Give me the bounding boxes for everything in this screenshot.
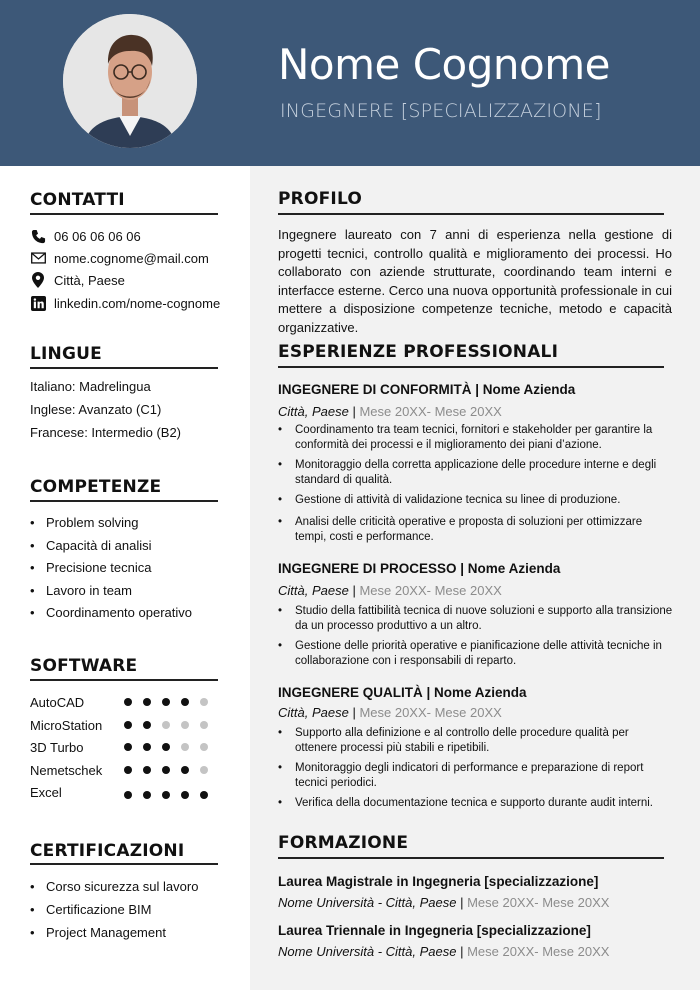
candidate-name: Nome Cognome — [278, 40, 610, 89]
profile-title: PROFILO — [278, 189, 363, 209]
job-separator: | — [348, 583, 360, 598]
job-meta — [278, 404, 502, 419]
education-dates: Mese 20XX- Mese 20XX — [467, 895, 610, 910]
certification-text: Project Management — [46, 925, 166, 940]
profile-text: Ingegnere laureato con 7 anni di esperienza nella gestione di progetti tecnici, controllo qualità e miglioramento dei processi. Ho collaborato con aziende strutturate, coordinando team interni e interfacce esterne. Cerco una nuova opportunità professionale in cui mettere a disposizione competenze tecniche, metodo e capacità organizzative. — [278, 227, 672, 335]
level-dot-filled — [181, 766, 189, 774]
certification-item: • Project Management — [30, 925, 166, 940]
job-place: Città, Paese — [278, 583, 349, 598]
job-bullet-text: Analisi delle criticità operative e proposta di soluzioni per ottimizzare tempi, costi e performance. — [295, 516, 643, 543]
job-dates: Mese 20XX- Mese 20XX — [359, 404, 502, 419]
level-dot-empty — [200, 721, 208, 729]
software-name: Nemetschek — [30, 763, 103, 778]
software-title: SOFTWARE — [30, 656, 138, 676]
contact-email-text: nome.cognome@mail.com — [54, 250, 209, 266]
software-name: Excel — [30, 785, 62, 800]
job-bullet-text: Verifica della documentazione tecnica e supporto durante audit interni. — [295, 797, 654, 809]
skill-item: • Lavoro in team — [30, 583, 132, 598]
job-bullet-text: Studio della fattibilità tecnica di nuove soluzioni e supporto alla transizione da un processo produttivo a un altro. — [295, 605, 673, 632]
contact-email — [30, 250, 209, 266]
level-dot-filled — [124, 721, 132, 729]
education-title-item: Laurea Magistrale in Ingegneria [specializzazione] — [278, 874, 599, 889]
certification-item: • Corso sicurezza sul lavoro — [30, 879, 199, 894]
level-dot-filled — [162, 698, 170, 706]
skill-text: Problem solving — [46, 515, 139, 530]
level-dot-filled — [124, 791, 132, 799]
level-dot-filled — [200, 791, 208, 799]
skill-text: Lavoro in team — [46, 583, 132, 598]
job-bullet: • Coordinamento tra team tecnici, fornitori e stakeholder per garantire la conformità dei processi e il miglioramento dei piani d’azione. — [278, 423, 674, 452]
level-dot-filled — [143, 698, 151, 706]
education-separator: | — [456, 944, 468, 959]
level-dot-empty — [181, 743, 189, 751]
level-dot-filled — [162, 743, 170, 751]
skill-text: Coordinamento operativo — [46, 605, 192, 620]
languages-divider — [30, 367, 218, 369]
software-level-dots — [124, 791, 208, 799]
software-row — [30, 695, 220, 710]
education-divider — [278, 857, 664, 859]
education-place: Nome Università - Città, Paese — [278, 895, 457, 910]
contact-location-text: Città, Paese — [54, 272, 125, 288]
language-item: Italiano: Madrelingua — [30, 379, 151, 394]
skill-text: Precisione tecnica — [46, 560, 152, 575]
profile-photo — [63, 14, 197, 148]
language-item: Francese: Intermedio (B2) — [30, 425, 182, 440]
job-place: Città, Paese — [278, 404, 349, 419]
software-level-dots — [124, 743, 208, 751]
level-dot-filled — [162, 791, 170, 799]
job-bullet: • Analisi delle criticità operative e proposta di soluzioni per ottimizzare tempi, costi e performance. — [278, 515, 674, 544]
job-title: INGEGNERE DI PROCESSO | Nome Azienda — [278, 561, 561, 576]
job-separator: | — [348, 705, 360, 720]
education-title-item: Laurea Triennale in Ingegneria [specializzazione] — [278, 923, 591, 938]
job-bullet-text: Gestione di attività di validazione tecnica su linee di produzione. — [295, 494, 621, 506]
software-name: AutoCAD — [30, 695, 85, 710]
certification-item: • Certificazione BIM — [30, 902, 152, 917]
linkedin-icon — [30, 295, 46, 311]
job-bullet: • Studio della fattibilità tecnica di nuove soluzioni e supporto alla transizione da un processo produttivo a un altro. — [278, 605, 673, 632]
job-bullet-text: Monitoraggio degli indicatori di performance e preparazione di report tecnici periodici. — [295, 762, 644, 789]
level-dot-empty — [181, 721, 189, 729]
software-level-dots — [124, 721, 208, 729]
job-bullet: • Supporto alla definizione e al controllo delle procedure qualità per ottenere processi più stabili e ripetibili. — [278, 726, 674, 755]
contacts-divider — [30, 213, 218, 215]
skills-divider — [30, 500, 218, 502]
job-meta — [278, 705, 502, 720]
level-dot-filled — [124, 766, 132, 774]
certifications-title: CERTIFICAZIONI — [30, 841, 185, 861]
education-meta — [278, 895, 609, 910]
skill-item: • Capacità di analisi — [30, 538, 152, 553]
phone-icon — [30, 228, 46, 244]
level-dot-empty — [200, 766, 208, 774]
job-bullet-text: Gestione delle priorità operative e pianificazione delle attività tecniche in collaborazione con i responsabili di reparto. — [295, 640, 662, 667]
candidate-role: INGEGNERE [SPECIALIZZAZIONE] — [280, 100, 602, 122]
header-band — [0, 0, 700, 166]
language-item: Inglese: Avanzato (C1) — [30, 402, 162, 417]
contact-linkedin — [30, 295, 220, 311]
contact-linkedin-text: linkedin.com/nome-cognome — [54, 295, 221, 311]
person-avatar-icon — [63, 14, 197, 148]
job-meta — [278, 583, 502, 598]
level-dot-filled — [143, 791, 151, 799]
education-separator: | — [456, 895, 468, 910]
level-dot-empty — [200, 698, 208, 706]
software-divider — [30, 679, 218, 681]
level-dot-filled — [124, 743, 132, 751]
software-row — [30, 718, 220, 733]
location-pin-icon — [30, 272, 46, 288]
job-bullet: • Gestione di attività di validazione tecnica su linee di produzione. — [278, 494, 621, 506]
job-dates: Mese 20XX- Mese 20XX — [359, 583, 502, 598]
job-bullet: • Gestione delle priorità operative e pianificazione delle attività tecniche in collaborazione con i responsabili di reparto. — [278, 639, 674, 668]
level-dot-filled — [162, 766, 170, 774]
job-title: INGEGNERE QUALITÀ | Nome Azienda — [278, 685, 527, 700]
software-name: 3D Turbo — [30, 740, 84, 755]
software-level-dots — [124, 766, 208, 774]
level-dot-empty — [162, 721, 170, 729]
contacts-title: CONTATTI — [30, 190, 125, 210]
skills-title: COMPETENZE — [30, 477, 162, 497]
level-dot-filled — [181, 698, 189, 706]
mail-icon — [30, 250, 46, 266]
certification-text: Corso sicurezza sul lavoro — [46, 879, 199, 894]
experience-divider — [278, 366, 664, 368]
software-name: MicroStation — [30, 718, 103, 733]
job-bullet: • Monitoraggio degli indicatori di performance e preparazione di report tecnici periodici. — [278, 761, 674, 790]
job-bullet: • Monitoraggio della corretta applicazione delle procedure interne e degli standard di qualità. — [278, 458, 674, 487]
skill-text: Capacità di analisi — [46, 538, 152, 553]
level-dot-filled — [143, 743, 151, 751]
level-dot-empty — [200, 743, 208, 751]
skill-item: • Coordinamento operativo — [30, 605, 192, 620]
skill-item: • Precisione tecnica — [30, 560, 152, 575]
contact-phone-text: 06 06 06 06 06 — [54, 228, 141, 244]
job-bullet-text: Coordinamento tra team tecnici, fornitori e stakeholder per garantire la conformità dei processi e il miglioramento dei piani d’azione. — [295, 424, 653, 451]
education-place: Nome Università - Città, Paese — [278, 944, 457, 959]
job-bullet: • Verifica della documentazione tecnica e supporto durante audit interni. — [278, 797, 654, 809]
contact-phone — [30, 228, 141, 244]
job-separator: | — [348, 404, 360, 419]
job-dates: Mese 20XX- Mese 20XX — [359, 705, 502, 720]
level-dot-filled — [124, 698, 132, 706]
software-row — [30, 785, 220, 800]
education-title: FORMAZIONE — [278, 833, 409, 853]
job-place: Città, Paese — [278, 705, 349, 720]
languages-title: LINGUE — [30, 344, 102, 364]
experience-title: ESPERIENZE PROFESSIONALI — [278, 342, 559, 362]
level-dot-filled — [143, 766, 151, 774]
contact-location — [30, 272, 125, 288]
education-meta — [278, 944, 609, 959]
education-dates: Mese 20XX- Mese 20XX — [467, 944, 610, 959]
software-row — [30, 763, 220, 778]
software-level-dots — [124, 698, 208, 706]
level-dot-filled — [143, 721, 151, 729]
skill-item: • Problem solving — [30, 515, 139, 530]
certification-text: Certificazione BIM — [46, 902, 152, 917]
software-row — [30, 740, 220, 755]
job-bullet-text: Supporto alla definizione e al controllo delle procedure qualità per ottenere processi più stabili e ripetibili. — [295, 727, 629, 754]
profile-divider — [278, 213, 664, 215]
level-dot-filled — [181, 791, 189, 799]
job-title: INGEGNERE DI CONFORMITÀ | Nome Azienda — [278, 382, 576, 397]
job-bullet-text: Monitoraggio della corretta applicazione delle procedure interne e degli standard di qualità. — [295, 459, 657, 486]
certifications-divider — [30, 863, 218, 865]
